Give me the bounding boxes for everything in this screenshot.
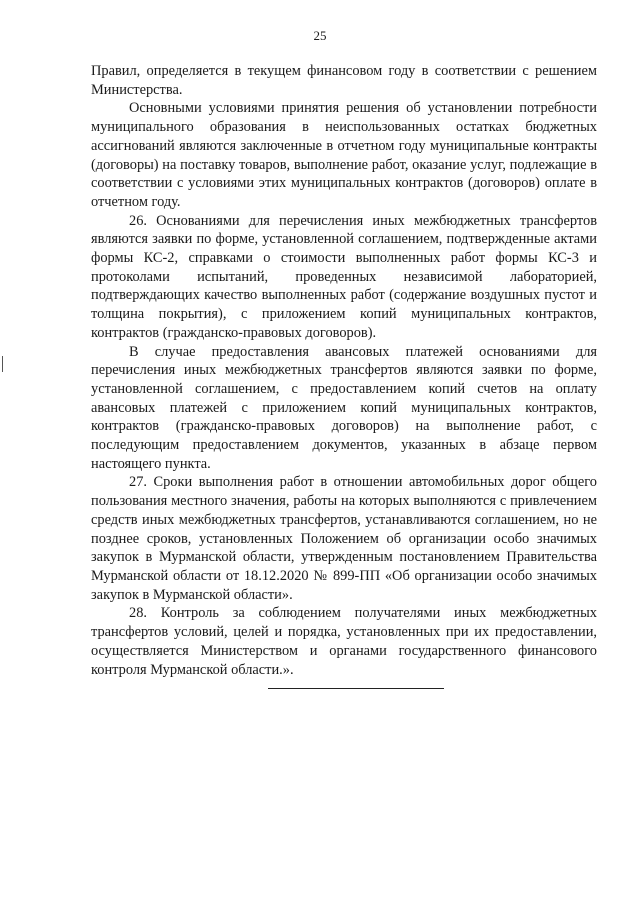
- page-number: 25: [313, 28, 327, 43]
- end-divider: [268, 688, 444, 689]
- paragraph-27: 27. Сроки выполнения работ в отношении автомобильных дорог общего пользования местного значения, работы на которых выполняются с привлечением средств иных межбюджетных трансфертов, устанавливаются соглашением, но не позднее сроков, установленных Положением об организации особо значимых закупок в Мурманской области, утвержденным постановлением Правительства Мурманской области от 18.12.2020 № 899-ПП «Об организации особо значимых закупок в Мурманской области».: [91, 474, 597, 603]
- document-body: [91, 62, 597, 679]
- paragraph-28: 28. Контроль за соблюдением получателями иных межбюджетных трансфертов условий, целей и порядка, установленных при их предоставлении, осуществляется Министерством и органами государственного финансового контроля Мурманской области.».: [91, 605, 597, 678]
- paragraph-continuation: Правил, определяется в текущем финансовом году в соответствии с решением Министерства.: [91, 63, 597, 98]
- paragraph-advance-payments: В случае предоставления авансовых платежей основаниями для перечисления иных межбюджетных трансфертов являются заявки по форме, установленной соглашением, с предоставлением копий счетов на оплату авансовых платежей с приложением копий муниципальных контрактов, контрактов (гражданско-правовых договоров) на выполнение работ, с последующим предоставлением документов, указанных в абзаце первом настоящего пункта.: [91, 343, 597, 472]
- paragraph-conditions: Основными условиями принятия решения об установлении потребности муниципального образования в неиспользованных остатках бюджетных ассигнований являются заключенные в отчетном году муниципальные контракты (договоры) на поставку товаров, выполнение работ, оказание услуг, подлежащие в соответствии с условиями этих муниципальных контрактов (договоров) оплате в отчетном году.: [91, 100, 597, 210]
- margin-mark: [2, 356, 3, 372]
- paragraph-26: 26. Основаниями для перечисления иных межбюджетных трансфертов являются заявки по форме, установленной соглашением, подтвержденные актами формы КС-2, справками о стоимости выполненных работ формы КС-3 и протоколами испытаний, проведенных независимой лабораторией, подтверждающих качество выполненных работ (содержание воздушных пустот и толщина покрытия), с приложением копий муниципальных контрактов, контрактов (гражданско-правовых договоров).: [91, 212, 597, 341]
